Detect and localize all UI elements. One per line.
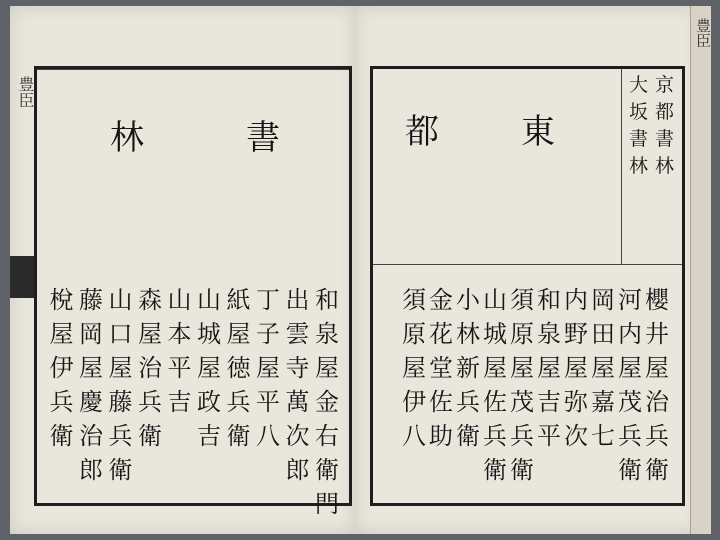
right-title-char-2: 東 <box>521 112 555 152</box>
left-margin-label: 豊臣 <box>16 76 35 108</box>
open-book <box>10 6 710 534</box>
right-header-column-1: 京 都 書 林 <box>655 74 675 177</box>
left-column-7: 森 屋 治 兵 衛 <box>138 286 162 450</box>
right-column-5: 和 泉 屋 吉 平 <box>537 286 561 450</box>
right-column-3: 岡 田 屋 嘉 七 <box>591 286 615 450</box>
right-title-char-1: 都 <box>405 112 439 152</box>
right-column-9: 金 花 堂 佐 助 <box>429 286 453 450</box>
left-column-8: 山 口 屋 藤 兵 衛 <box>108 286 133 484</box>
left-column-6: 山 本 平 吉 <box>167 286 192 416</box>
right-header-column-2: 大 坂 書 林 <box>629 74 649 177</box>
right-page <box>355 6 700 534</box>
right-column-10: 須 原 屋 伊 八 <box>402 286 426 450</box>
left-column-2: 出 雲 寺 萬 次 郎 <box>285 286 310 484</box>
right-column-6: 須 原 屋 茂 兵 衛 <box>510 286 534 484</box>
left-column-4: 紙 屋 徳 兵 衛 <box>226 286 251 450</box>
right-column-4: 内 野 屋 弥 次 <box>564 286 588 450</box>
right-column-8: 小 林 新 兵 衛 <box>456 286 480 450</box>
right-column-1: 櫻 井 屋 治 兵 衛 <box>645 286 669 484</box>
left-column-5: 山 城 屋 政 吉 <box>197 286 221 450</box>
right-column-7: 山 城 屋 佐 兵 衛 <box>483 286 507 484</box>
left-column-9: 藤 岡 屋 慶 治 郎 <box>79 286 103 484</box>
left-page <box>10 6 356 534</box>
left-column-1: 和 泉 屋 金 右 衛 門 <box>315 286 339 518</box>
page-tab <box>10 256 34 298</box>
left-column-10: 梲 屋 伊 兵 衛 <box>49 286 74 450</box>
left-column-3: 丁 子 屋 平 八 <box>256 286 280 450</box>
left-title-char-2: 書 <box>246 118 280 158</box>
book-binding <box>690 6 711 534</box>
left-title-char-1: 林 <box>110 118 144 158</box>
right-column-2: 河 内 屋 茂 兵 衛 <box>618 286 642 484</box>
right-margin-label: 豊臣 <box>694 18 712 48</box>
